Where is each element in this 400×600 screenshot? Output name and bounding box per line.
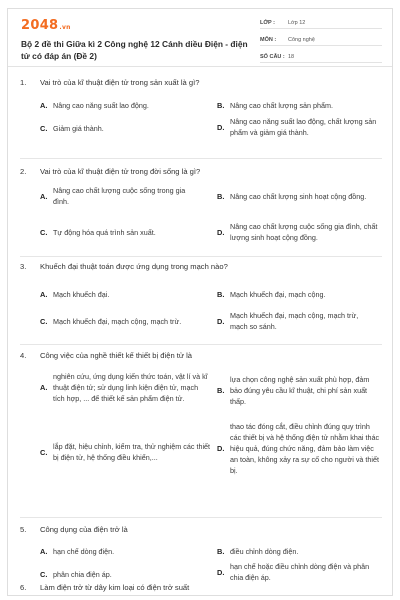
option-letter: B. xyxy=(217,192,225,201)
option-c[interactable] xyxy=(40,441,215,463)
divider xyxy=(20,344,382,345)
question-stem xyxy=(20,262,382,272)
question-number: 2. xyxy=(20,167,27,176)
option-d[interactable] xyxy=(217,221,382,243)
count-label: SỐ CÂU : xyxy=(260,53,285,60)
question-number: 5. xyxy=(20,525,27,534)
option-c[interactable] xyxy=(40,569,200,580)
logo-text: 2048 xyxy=(21,18,59,33)
option-letter: A. xyxy=(40,383,48,392)
question-stem xyxy=(20,583,382,593)
option-letter: A. xyxy=(40,547,48,556)
option-text: Nâng cao năng suất lao động, chất lượng sản phẩm và giảm giá thành. xyxy=(230,117,377,137)
option-c[interactable] xyxy=(40,123,190,134)
question-number: 6. xyxy=(20,583,27,592)
option-a[interactable] xyxy=(40,371,210,404)
document-header xyxy=(8,9,392,67)
option-text: thao tác đóng cắt, điều chỉnh đúng quy trình các thiết bị và hệ thống điện tử nhằm khai thác hiệu quả, đúng chức năng, đảm bảo làm việc an toàn, không xảy ra sự cố cho người và thiết bị. xyxy=(230,422,380,475)
option-d[interactable] xyxy=(217,310,367,332)
question-1 xyxy=(20,78,382,143)
option-c[interactable] xyxy=(40,227,200,238)
question-5 xyxy=(20,525,382,585)
question-text: Vai trò của kĩ thuật điện tử trong sản xuất là gì? xyxy=(40,78,200,87)
option-letter: B. xyxy=(217,290,225,299)
exam-meta xyxy=(260,17,382,68)
option-letter: A. xyxy=(40,290,48,299)
grade-value: Lớp 12 xyxy=(288,19,306,26)
option-letter: A. xyxy=(40,101,48,110)
option-b[interactable] xyxy=(217,374,382,407)
option-text: Nâng cao chất lượng cuộc sống gia đình, chất lượng sinh hoạt cộng đồng. xyxy=(230,222,378,242)
option-d[interactable] xyxy=(217,561,382,583)
option-letter: D. xyxy=(217,567,225,577)
count-value: 18 xyxy=(288,53,295,60)
option-text: Mạch khuếch đại. xyxy=(53,290,110,299)
option-text: hạn chế dòng điện. xyxy=(53,547,115,556)
question-text: Công dụng của điện trở là xyxy=(40,525,128,534)
question-4 xyxy=(20,351,382,501)
question-3 xyxy=(20,262,382,342)
option-b[interactable] xyxy=(217,100,377,111)
meta-subject-row xyxy=(260,34,382,46)
question-stem xyxy=(20,525,382,535)
question-number: 3. xyxy=(20,262,27,271)
meta-count-row xyxy=(260,51,382,63)
option-letter: C. xyxy=(40,447,48,457)
divider xyxy=(20,256,382,257)
option-text: điều chỉnh dòng điện. xyxy=(230,547,299,556)
question-number: 4. xyxy=(20,351,27,360)
option-a[interactable] xyxy=(40,100,190,111)
grade-label: LỚP : xyxy=(260,19,275,26)
option-text: Nâng cao năng suất lao động. xyxy=(53,101,149,110)
question-stem xyxy=(20,351,382,361)
option-letter: D. xyxy=(217,444,225,453)
question-stem xyxy=(20,167,382,177)
subject-label: MÔN : xyxy=(260,36,277,43)
option-c[interactable] xyxy=(40,316,210,327)
option-text: Nâng cao chất lượng sinh hoạt cộng đồng. xyxy=(230,192,367,201)
option-a[interactable] xyxy=(40,546,200,557)
option-b[interactable] xyxy=(217,191,382,202)
option-letter: A. xyxy=(40,191,48,201)
option-text: Nâng cao chất lượng cuộc sống trong gia đình. xyxy=(53,186,186,206)
option-letter: B. xyxy=(217,101,225,110)
question-text: Làm điện trở từ dây kim loại có điện trở suất xyxy=(40,583,190,592)
option-letter: D. xyxy=(217,122,225,132)
option-text: lắp đặt, hiệu chỉnh, kiểm tra, thử nghiệm các thiết bị điện tử, hệ thống điều khiển,... xyxy=(53,442,211,462)
option-d[interactable] xyxy=(217,116,377,138)
option-text: Nâng cao chất lượng sản phẩm. xyxy=(230,101,334,110)
question-6 xyxy=(20,583,382,596)
option-b[interactable] xyxy=(217,289,382,300)
option-text: lựa chọn công nghệ sản xuất phù hợp, đảm bảo đúng yêu cầu kĩ thuật, chi phí sản xuất thấp. xyxy=(230,375,370,406)
option-letter: C. xyxy=(40,124,48,133)
question-text: Khuếch đại thuật toán được ứng dụng trong mạch nào? xyxy=(40,262,228,271)
option-d[interactable] xyxy=(217,421,382,476)
exam-document xyxy=(7,8,393,596)
logo-suffix: .vn xyxy=(59,24,71,31)
option-letter: D. xyxy=(217,227,225,237)
option-a[interactable] xyxy=(40,289,200,300)
divider xyxy=(20,158,382,159)
question-2 xyxy=(20,167,382,247)
option-letter: C. xyxy=(40,317,48,326)
subject-value: Công nghệ xyxy=(288,36,315,43)
option-b[interactable] xyxy=(217,546,382,557)
question-number: 1. xyxy=(20,78,27,87)
option-text: hạn chế hoặc điều chỉnh dòng điện và phân chia điện áp. xyxy=(230,562,370,582)
question-stem xyxy=(20,78,382,88)
option-letter: B. xyxy=(217,547,225,556)
option-letter: B. xyxy=(217,386,225,395)
question-text: Công việc của nghề thiết kế thiết bị điện tử là xyxy=(40,351,192,360)
option-letter: C. xyxy=(40,570,48,579)
divider xyxy=(20,517,382,518)
option-a[interactable] xyxy=(40,185,200,207)
site-logo[interactable] xyxy=(21,18,71,33)
option-text: phân chia điện áp. xyxy=(53,570,112,579)
option-text: Mạch khuếch đại, mạch cộng, mạch trừ. xyxy=(53,317,182,326)
meta-grade-row xyxy=(260,17,382,29)
option-text: Giảm giá thành. xyxy=(53,124,104,133)
option-text: nghiên cứu, ứng dụng kiến thức toán, vật lí và kĩ thuật điện tử; sử dụng linh kiện điện tử, mạch tích hợp, ... để thiết kế sản phẩm điện tử. xyxy=(53,372,208,403)
option-letter: D. xyxy=(217,316,225,326)
option-letter: C. xyxy=(40,228,48,237)
option-text: Mạch khuếch đại, mạch cộng. xyxy=(230,290,326,299)
option-text: Tự động hóa quá trình sản xuất. xyxy=(53,228,156,237)
question-text: Vai trò của kĩ thuật điện tử trong đời sống là gì? xyxy=(40,167,201,176)
page-title: Bộ 2 đề thi Giữa kì 2 Công nghệ 12 Cánh diều Điện - điện tử có đáp án (Đề 2) xyxy=(21,39,248,61)
option-text: Mạch khuếch đại, mạch cộng, mạch trừ, mạch so sánh. xyxy=(230,311,359,331)
